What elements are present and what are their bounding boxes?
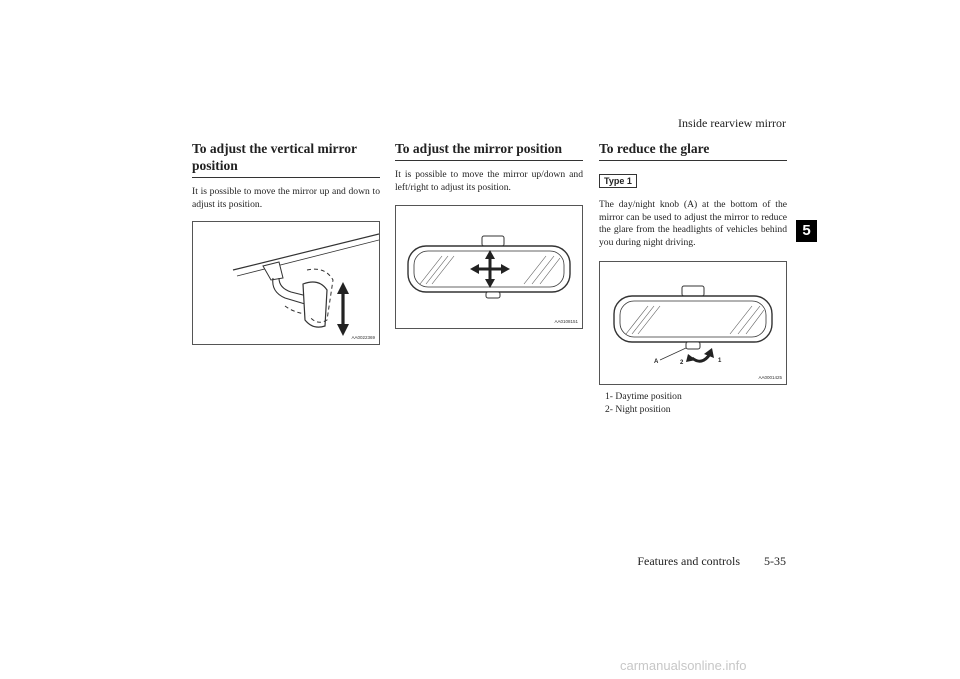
figure-mirror-position <box>395 205 583 329</box>
section-body-glare: The day/night knob (A) at the bottom of the mirror can be used to adjust the mirror to reduce the glare from the headlights of vehicles behind you during night driving. <box>599 199 787 248</box>
section-body-vertical: It is possible to move the mirror up and down to adjust its position. <box>192 186 380 210</box>
figure-code: AA0108151 <box>554 319 578 324</box>
running-header: Inside rearview mirror <box>678 116 786 130</box>
label-2: 2 <box>680 360 684 366</box>
page-footer <box>560 554 786 569</box>
label-a: A <box>654 359 659 365</box>
section-heading-vertical: To adjust the vertical mirror position <box>192 140 380 178</box>
footer-section: Features and controls <box>637 554 740 568</box>
mirror-side-view-illustration <box>193 222 379 344</box>
figure-legend <box>605 390 785 416</box>
type-label: Type 1 <box>599 174 637 188</box>
legend-item: 1- Daytime position <box>605 391 682 402</box>
figure-day-night-knob <box>599 261 787 385</box>
column-vertical-adjust <box>192 140 380 211</box>
page-number: 5-35 <box>764 554 786 568</box>
section-heading-glare: To reduce the glare <box>599 140 787 161</box>
figure-code: AA0022369 <box>351 335 375 340</box>
figure-vertical-mirror <box>192 221 380 345</box>
section-body-position: It is possible to move the mirror up/down and left/right to adjust its position. <box>395 169 583 193</box>
day-night-mirror-illustration <box>600 262 786 384</box>
watermark: carmanualsonline.info <box>620 658 747 673</box>
column-mirror-position <box>395 140 583 194</box>
legend-item: 2- Night position <box>605 404 671 415</box>
column-reduce-glare <box>599 140 787 249</box>
section-heading-position: To adjust the mirror position <box>395 140 583 161</box>
figure-code: AA0001425 <box>758 375 782 380</box>
mirror-front-view-illustration <box>396 206 582 328</box>
label-1: 1 <box>718 358 722 364</box>
chapter-tab: 5 <box>796 220 817 242</box>
